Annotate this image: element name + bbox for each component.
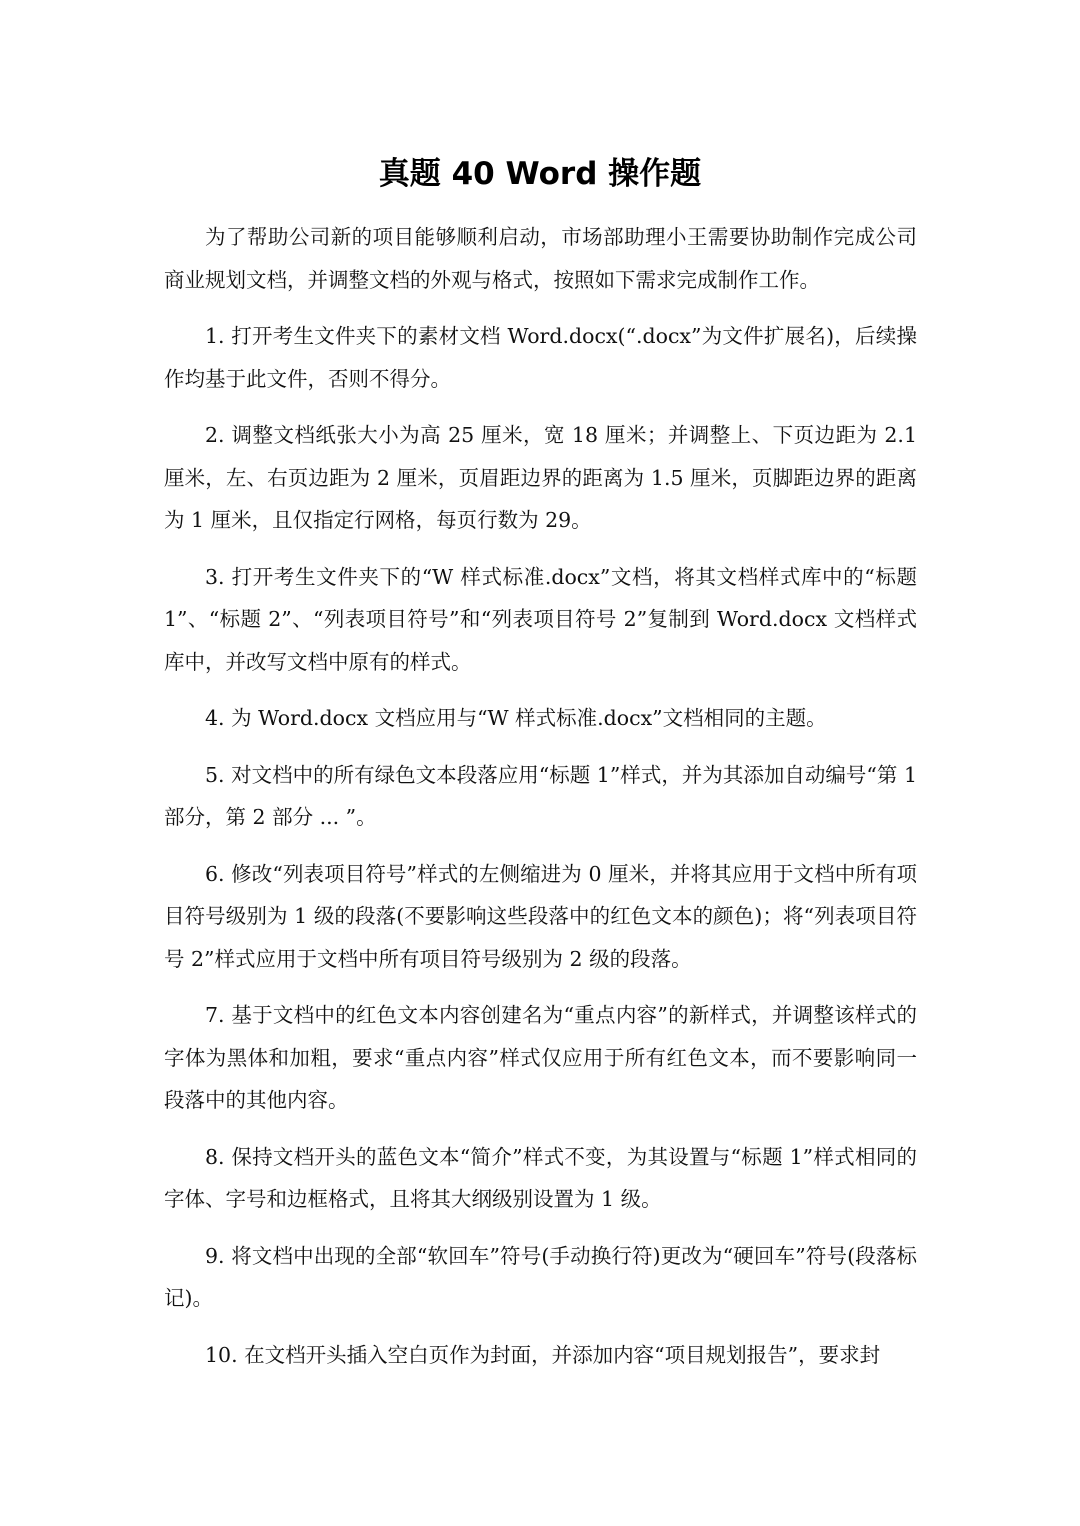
item-paragraph-8: 8. 保持文档开头的蓝色文本“简介”样式不变，为其设置与“标题 1”样式相同的字体、字号和边框格式，且将其大纲级别设置为 1 级。 bbox=[164, 1144, 917, 1211]
item-paragraph-9: 9. 将文档中出现的全部“软回车”符号(手动换行符)更改为“硬回车”符号(段落标记)。 bbox=[164, 1243, 917, 1310]
item-paragraph-7: 7. 基于文档中的红色文本内容创建名为“重点内容”的新样式，并调整该样式的字体为黑体和加粗，要求“重点内容”样式仅应用于所有红色文本，而不要影响同一段落中的其他内容。 bbox=[164, 1003, 917, 1112]
item-paragraph-1: 1. 打开考生文件夹下的素材文档 Word.docx(“.docx”为文件扩展名)，后续操作均基于此文件，否则不得分。 bbox=[164, 324, 917, 391]
item-paragraph-10: 10. 在文档开头插入空白页作为封面，并添加内容“项目规划报告”，要求封 bbox=[205, 1342, 881, 1367]
item-paragraph-2: 2. 调整文档纸张大小为高 25 厘米，宽 18 厘米；并调整上、下页边距为 2.1 厘米，左、右页边距为 2 厘米，页眉距边界的距离为 1.5 厘米，页脚距边界的距离为 1 厘米，且仅指定行网格，每页行数为 29。 bbox=[164, 423, 917, 532]
item-paragraph-4: 4. 为 Word.docx 文档应用与“W 样式标准.docx”文档相同的主题。 bbox=[205, 706, 827, 730]
item-paragraph-3: 3. 打开考生文件夹下的“W 样式标准.docx”文档，将其文档样式库中的“标题 1”、“标题 2”、“列表项目符号”和“列表项目符号 2”复制到 Word.docx 文档样式库中，并改写文档中原有的样式。 bbox=[164, 564, 917, 674]
intro-paragraph: 为了帮助公司新的项目能够顺利启动，市场部助理小王需要协助制作完成公司商业规划文档，并调整文档的外观与格式，按照如下需求完成制作工作。 bbox=[164, 225, 917, 292]
page-title: 真题 40 Word 操作题 bbox=[378, 156, 702, 192]
item-paragraph-6: 6. 修改“列表项目符号”样式的左侧缩进为 0 厘米，并将其应用于文档中所有项目符号级别为 1 级的段落(不要影响这些段落中的红色文本的颜色)；将“列表项目符号 2”样式应用于文档中所有项目符号级别为 2 级的段落。 bbox=[164, 861, 917, 971]
document-body bbox=[164, 216, 917, 1390]
item-paragraph-5: 5. 对文档中的所有绿色文本段落应用“标题 1”样式，并为其添加自动编号“第 1 部分，第 2 部分 ... ”。 bbox=[164, 762, 917, 829]
